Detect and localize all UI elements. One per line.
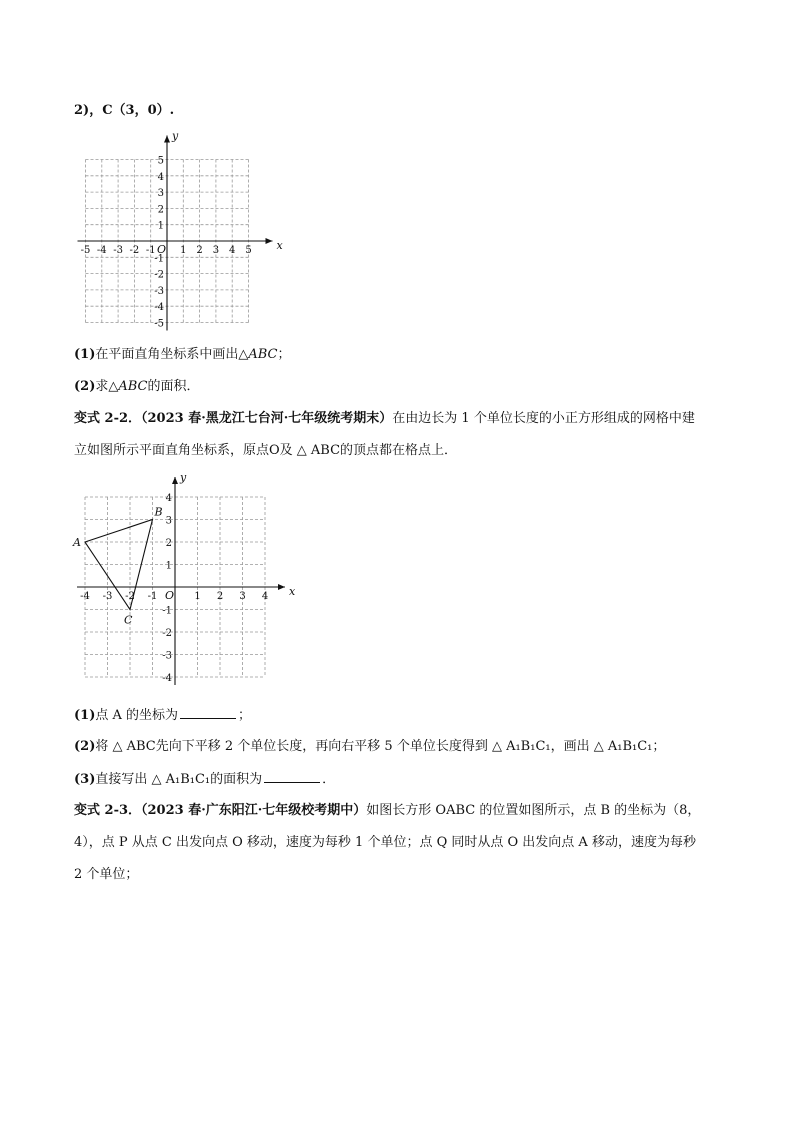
- origin-label: O: [165, 589, 175, 602]
- question-1-part-1: (1)在平面直角坐标系中画出△ABC；: [74, 347, 291, 362]
- y-tick-label: 4: [165, 493, 172, 504]
- variant-2-2-line-1: 变式 2-2．（2023 春·黑龙江七台河·七年级统考期末）在由边长为 1 个单位长度的小正方形组成的网格中建: [74, 411, 695, 426]
- y-tick-label: 4: [157, 171, 164, 183]
- y-tick-label: -1: [162, 605, 172, 617]
- x-tick-label: 4: [229, 245, 236, 256]
- variant-2-3-line-3: 2 个单位；: [74, 867, 139, 882]
- x-tick-label: -4: [80, 591, 90, 602]
- y-tick-label: 2: [165, 538, 172, 549]
- x-tick-label: 5: [245, 245, 252, 256]
- answer-blank[interactable]: [180, 705, 236, 719]
- y-tick-label: -2: [162, 628, 172, 639]
- x-axis-label: x: [289, 585, 296, 598]
- coordinate-grid-2: [70, 472, 300, 694]
- vertex-label-c: C: [124, 613, 133, 627]
- y-tick-label: 3: [157, 188, 164, 200]
- variant-2-3-line-1: 变式 2-3．（2023 春·广东阳江·七年级校考期中）如图长方形 OABC 的位置如图所示，点 B 的坐标为（8，: [74, 803, 701, 818]
- variant-2-3-line-2: 4），点 P 从点 C 出发向点 O 移动，速度为每秒 1 个单位；点 Q 同时从点 O 出发向点 A 移动，速度为每秒: [74, 835, 696, 850]
- vertex-label-b: B: [154, 505, 163, 519]
- x-axis-arrow: [278, 584, 285, 590]
- x-tick-label: -2: [125, 591, 135, 602]
- y-tick-label: 1: [157, 220, 164, 232]
- x-tick-label: -2: [129, 245, 140, 256]
- y-axis-arrow: [164, 136, 170, 143]
- continued-coordinates: 2)，C（3，0）.: [74, 103, 175, 118]
- x-tick-label: 3: [212, 245, 220, 256]
- x-axis-label: x: [276, 239, 283, 252]
- y-tick-label: -1: [154, 253, 164, 265]
- y-axis-label: y: [180, 471, 187, 484]
- x-tick-label: -4: [96, 245, 107, 256]
- origin-label: O: [157, 243, 167, 256]
- coordinate-grid-1: [70, 126, 290, 341]
- y-tick-label: -3: [154, 285, 164, 297]
- question-2-part-2: (2)将 △ ABC先向下平移 2 个单位长度，再向右平移 5 个单位长度得到 △ A₁B₁C₁，画出 △ A₁B₁C₁；: [74, 739, 666, 754]
- x-tick-label: 4: [261, 591, 269, 602]
- x-tick-label: 1: [194, 591, 201, 602]
- y-tick-label: -3: [162, 650, 172, 662]
- x-tick-label: 2: [216, 591, 224, 602]
- question-2-part-3: (3)直接写出 △ A₁B₁C₁的面积为 ．: [74, 769, 335, 790]
- vertex-label-a: A: [73, 536, 81, 549]
- x-tick-label: 1: [180, 245, 187, 256]
- y-tick-label: 5: [157, 155, 164, 167]
- y-tick-label: -5: [154, 318, 164, 330]
- x-tick-label: -3: [102, 591, 113, 602]
- y-tick-label: 3: [165, 515, 172, 527]
- variant-2-2-line-2: 立如图所示平面直角坐标系，原点O及 △ ABC的顶点都在格点上．: [74, 443, 458, 458]
- question-2-part-1: (1)点 A 的坐标为 ；: [74, 705, 251, 726]
- x-tick-label: 3: [239, 591, 246, 602]
- y-tick-label: 1: [165, 560, 172, 572]
- x-tick-label: -1: [147, 591, 158, 602]
- y-tick-label: 2: [157, 204, 164, 216]
- x-tick-label: -1: [145, 245, 156, 256]
- x-tick-label: 2: [196, 245, 203, 256]
- answer-blank[interactable]: [264, 769, 320, 783]
- y-axis-label: y: [172, 129, 179, 143]
- x-tick-label: -3: [113, 245, 123, 256]
- y-tick-label: -4: [162, 673, 172, 684]
- y-tick-label: -4: [154, 302, 164, 314]
- x-axis-arrow: [266, 238, 273, 244]
- y-tick-label: -2: [154, 269, 164, 281]
- y-axis-arrow: [172, 477, 178, 484]
- x-tick-label: -5: [80, 245, 91, 256]
- question-1-part-2: (2)求△ABC的面积．: [74, 379, 200, 394]
